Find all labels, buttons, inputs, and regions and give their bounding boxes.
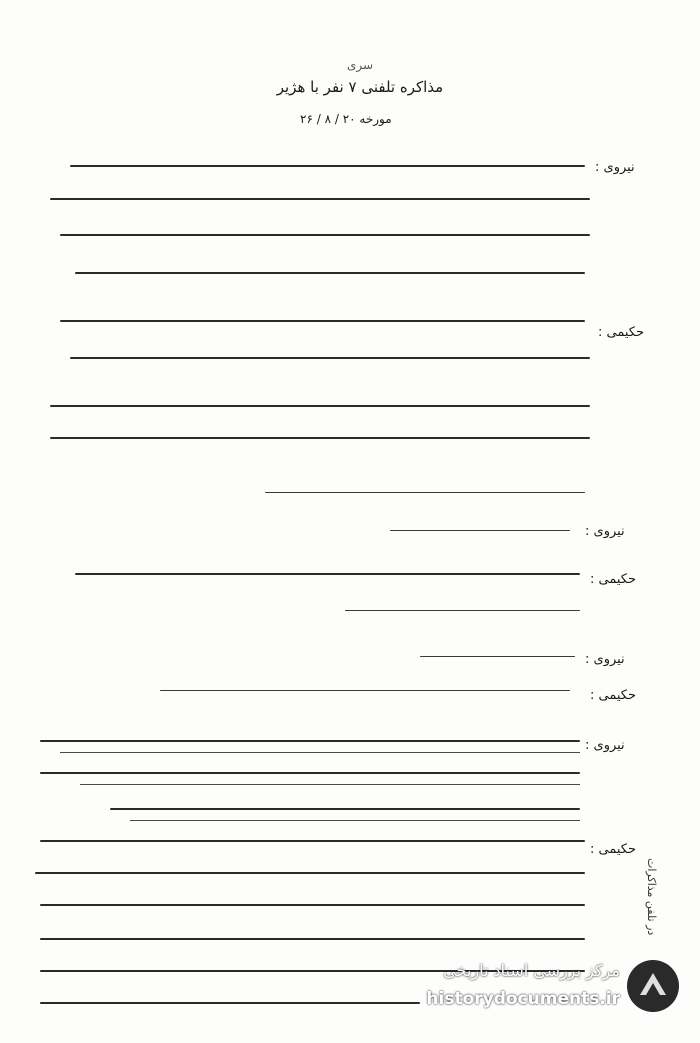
handwritten-line <box>70 165 585 167</box>
classification-mark: سری <box>346 58 374 72</box>
archive-logo-icon <box>626 959 680 1013</box>
speaker-label: نیروی : <box>585 652 625 667</box>
handwritten-line <box>60 320 585 322</box>
watermark-text-fa: مرکز بررسی اسناد تاریخی <box>443 961 620 980</box>
handwritten-line <box>50 437 590 439</box>
handwritten-line <box>50 405 590 407</box>
handwritten-line <box>265 492 585 493</box>
handwritten-line <box>40 938 585 940</box>
speaker-label: حکیمی : <box>590 688 637 703</box>
handwritten-line <box>50 198 590 200</box>
speaker-label: نیروی : <box>585 738 625 753</box>
handwritten-line <box>110 808 580 810</box>
underline-mark <box>130 820 580 821</box>
margin-note: در تلفن مذاکرات <box>645 858 658 936</box>
handwritten-line <box>40 740 580 742</box>
watermark-text-en: historydocuments.ir <box>426 989 620 1009</box>
watermark-logo <box>386 953 686 1023</box>
document-date: مورخه ۲۰ / ۸ / ۲۶ <box>300 112 392 126</box>
speaker-label: حکیمی : <box>590 842 637 857</box>
handwritten-line <box>420 656 575 657</box>
document-header <box>180 58 540 96</box>
handwritten-line <box>75 573 580 575</box>
handwritten-line <box>40 840 585 842</box>
document-title: مذاکره تلفنی ۷ نفر با هژیر <box>276 78 444 96</box>
handwritten-line <box>60 234 590 236</box>
handwritten-line <box>40 904 585 906</box>
speaker-label: حکیمی : <box>590 572 637 587</box>
handwritten-line <box>160 690 570 691</box>
speaker-label: نیروی : <box>585 524 625 539</box>
handwritten-line <box>70 357 590 359</box>
handwritten-line <box>390 530 570 531</box>
underline-mark <box>80 784 580 785</box>
speaker-label: نیروی : <box>595 160 635 175</box>
underline-mark <box>60 752 580 753</box>
handwritten-line <box>40 1002 420 1004</box>
handwritten-line <box>40 772 580 774</box>
handwritten-line <box>35 872 585 874</box>
handwritten-line <box>345 610 580 611</box>
speaker-label: حکیمی : <box>598 325 645 340</box>
handwritten-line <box>75 272 585 274</box>
